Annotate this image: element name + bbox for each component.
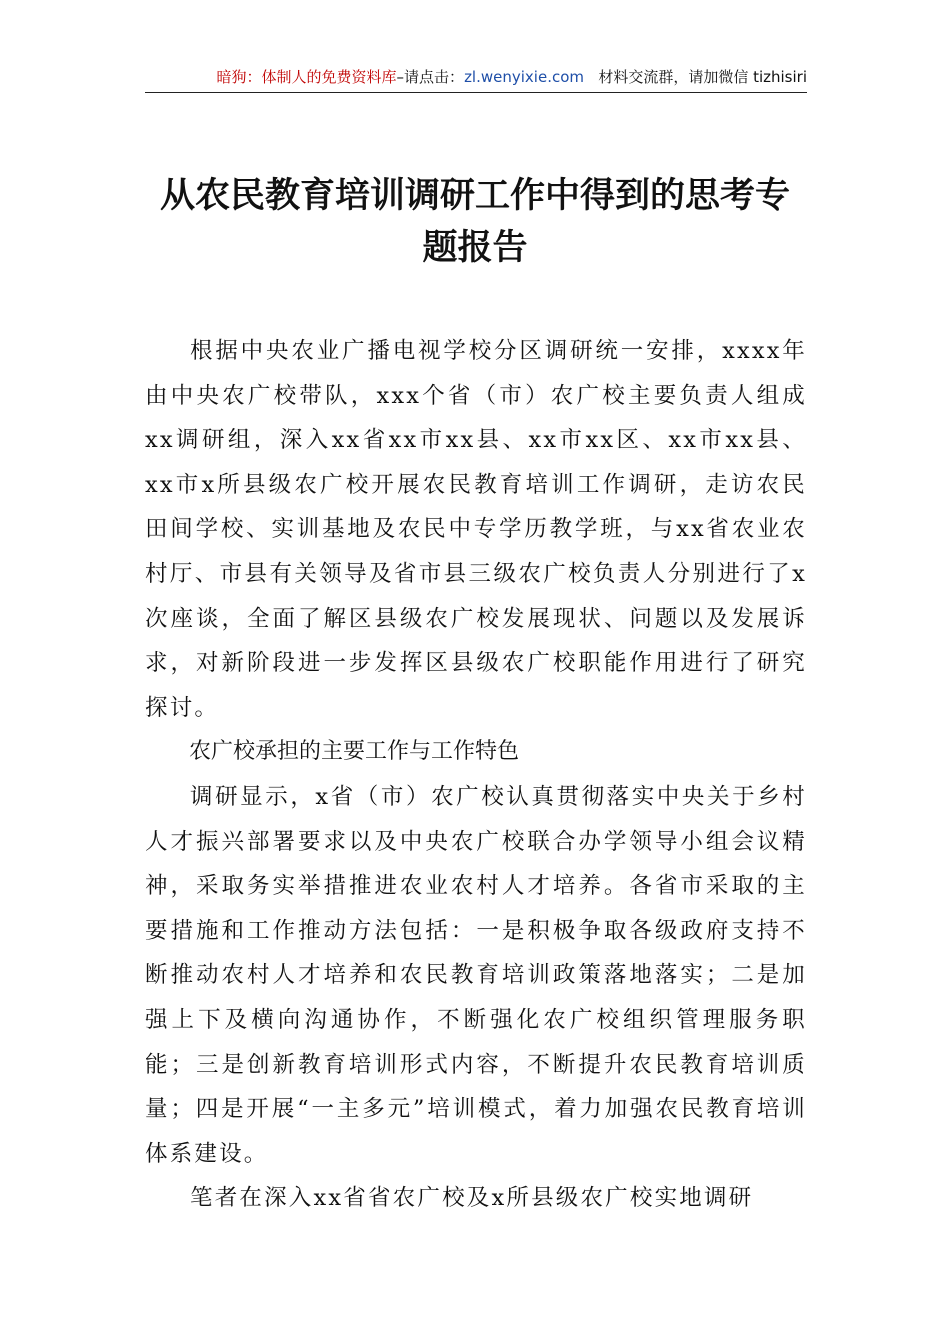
page-header bbox=[145, 62, 807, 93]
paragraph-intro: 根据中央农业广播电视学校分区调研统一安排，xxxx年由中央农广校带队，xxx个省（市）农广校主要负责人组成xx调研组，深入xx省xx市xx县、xx市xx区、xx市xx县、xx市x所县级农广校开展农民教育培训工作调研，走访农民田间学校、实训基地及农民中专学历教学班，与xx省农业农村厅、市县有关领导及省市县三级农广校负责人分别进行了x次座谈，全面了解区县级农广校发展现状、问题以及发展诉求，对新阶段进一步发挥区县级农广校职能作用进行了研究探讨。 bbox=[145, 338, 807, 721]
document-body bbox=[145, 329, 807, 1221]
header-click-prompt: –请点击： bbox=[396, 68, 465, 86]
section-heading: 农广校承担的主要工作与工作特色 bbox=[189, 739, 520, 765]
paragraph-continued: 笔者在深入xx省省农广校及x所县级农广校实地调研 bbox=[190, 1185, 754, 1212]
title-line-1: 从农民教育培训调研工作中得到的思考专 bbox=[159, 175, 790, 216]
document-title bbox=[120, 170, 830, 274]
header-site-name: 暗狗：体制人的免费资料库 bbox=[216, 68, 397, 86]
header-link[interactable]: zl.wenyixie.com bbox=[464, 68, 584, 86]
header-contact: 材料交流群，请加微信 tizhisiri bbox=[598, 68, 807, 86]
title-line-2: 题报告 bbox=[422, 227, 528, 268]
paragraph-findings: 调研显示，x省（市）农广校认真贯彻落实中央关于乡村人才振兴部署要求以及中央农广校联合办学领导小组会议精神，采取务实举措推进农业农村人才培养。各省市采取的主要措施和工作推动方法包括：一是积极争取各级政府支持不断推动农村人才培养和农民教育培训政策落地落实；二是加强上下及横向沟通协作，不断强化农广校组织管理服务职能；三是创新教育培训形式内容，不断提升农民教育培训质量；四是开展“一主多元”培训模式，着力加强农民教育培训体系建设。 bbox=[145, 783, 807, 1167]
